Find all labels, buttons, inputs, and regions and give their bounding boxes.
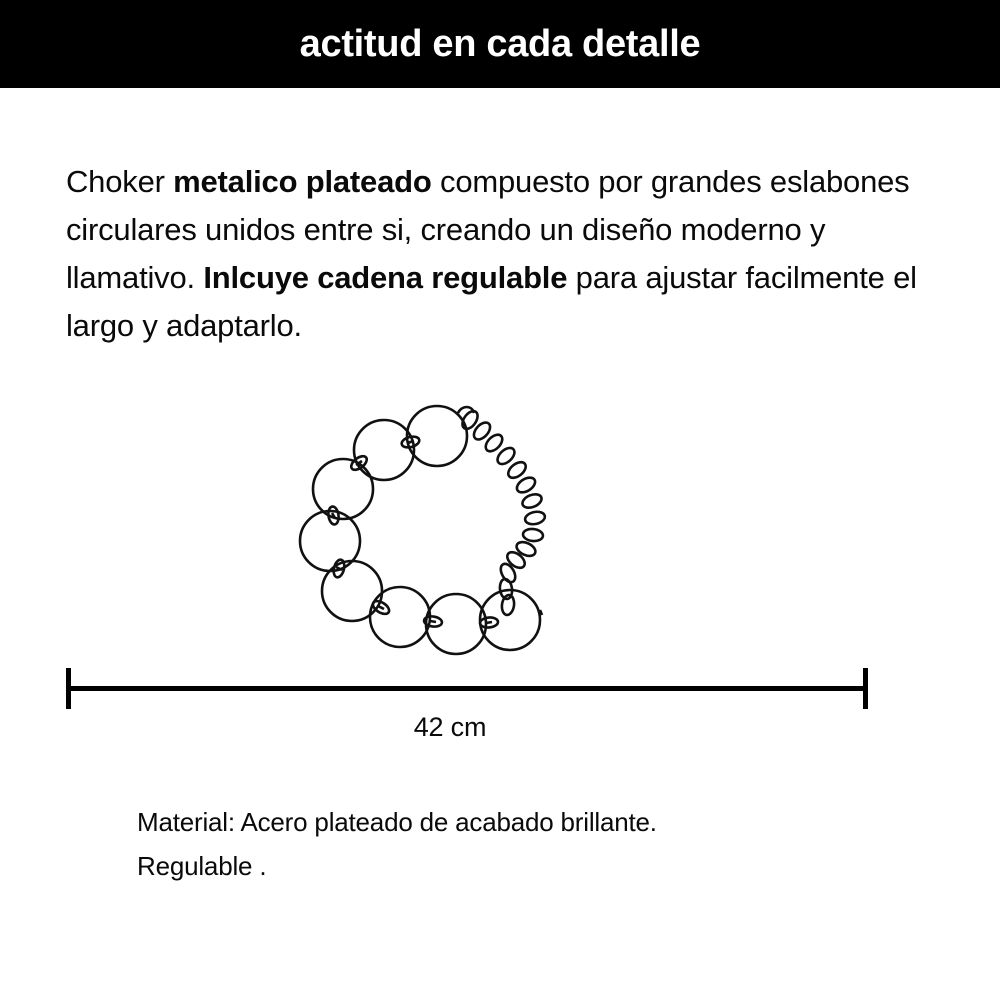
material-note: Material: Acero plateado de acabado brillante. bbox=[137, 807, 657, 837]
size-measurement-bar bbox=[66, 668, 868, 708]
measure-label: 42 cm bbox=[413, 712, 487, 742]
description-segment: compuesto por grandes eslabones circulares unidos entre si, creando un diseño moderno y llamativo. bbox=[66, 164, 910, 295]
product-notes bbox=[137, 800, 937, 888]
product-description bbox=[66, 158, 938, 350]
description-segment: para ajustar facilmente el largo y adaptarlo. bbox=[66, 260, 917, 343]
description-segment: metalico plateado bbox=[173, 164, 432, 199]
description-segment: Choker bbox=[66, 164, 174, 199]
measure-cap-right bbox=[863, 668, 868, 709]
adjustable-note: Regulable . bbox=[137, 851, 267, 881]
measure-line bbox=[66, 686, 868, 691]
description-segment: Inlcuye cadena regulable bbox=[203, 260, 568, 295]
choker-necklace-illustration bbox=[280, 395, 660, 665]
page-title: actitud en cada detalle bbox=[299, 23, 701, 65]
header-banner bbox=[0, 0, 1000, 88]
